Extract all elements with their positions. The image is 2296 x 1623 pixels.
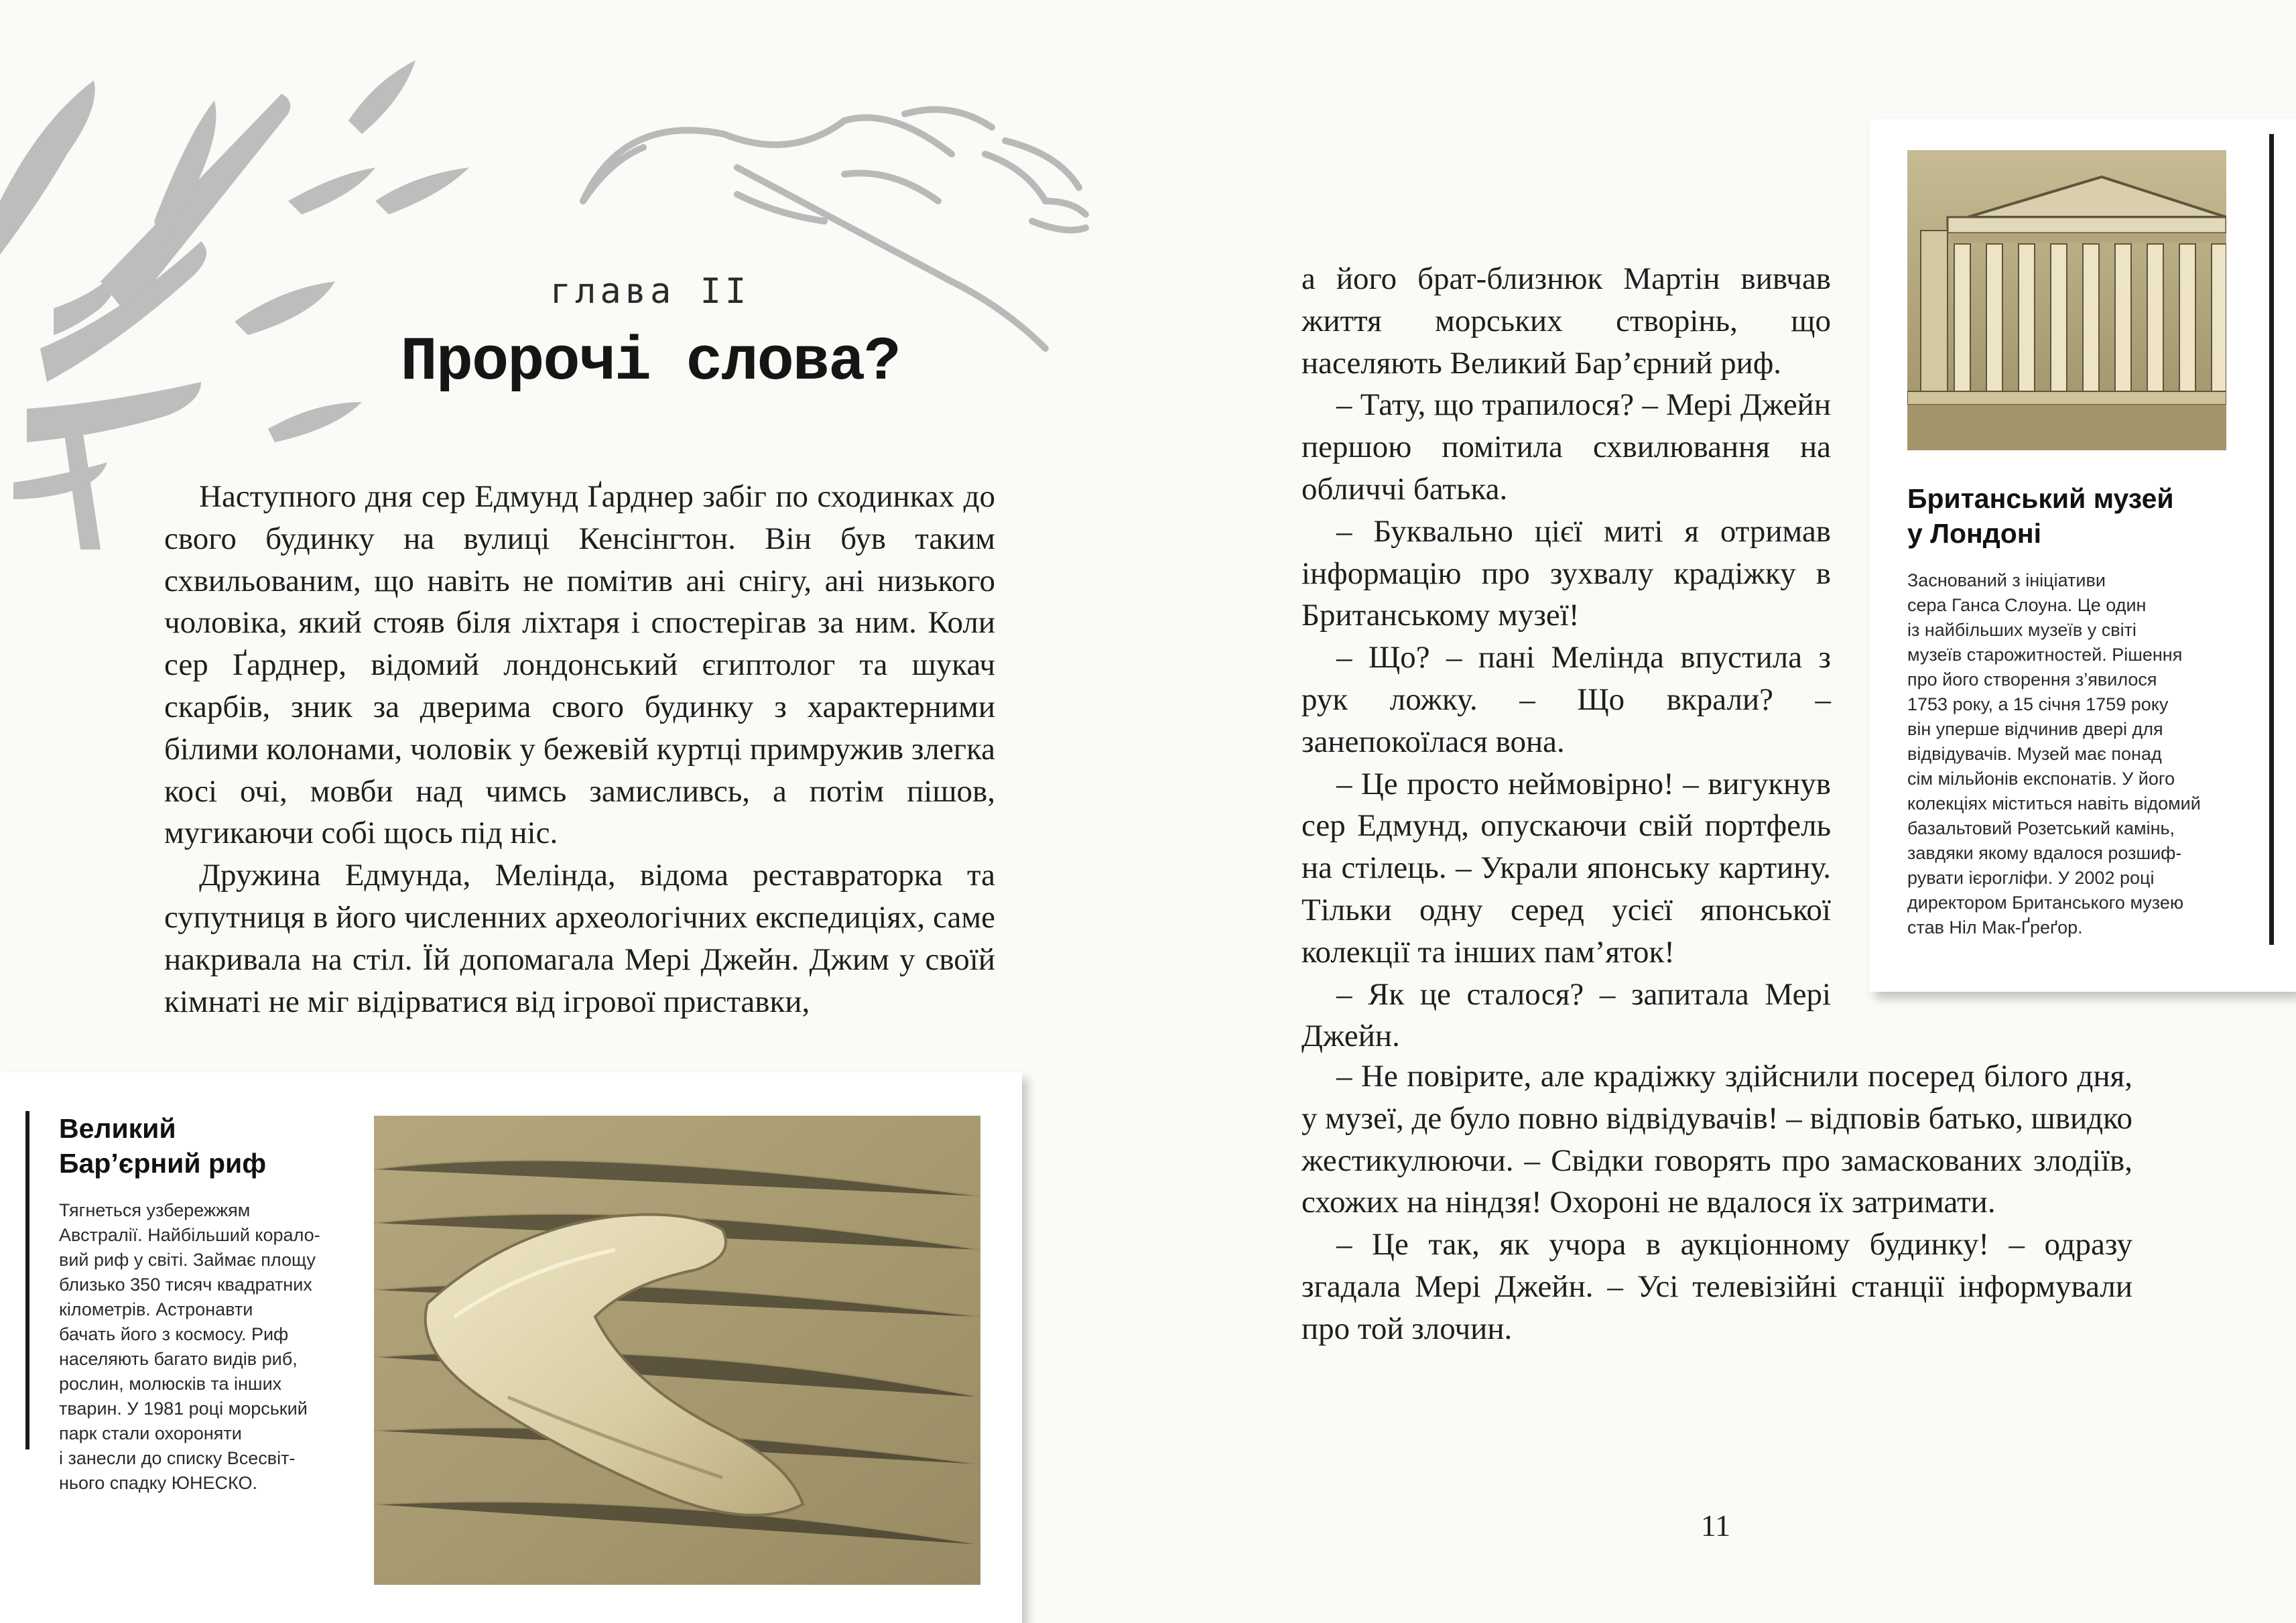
sidebar-text-line: парк стали охороняти: [59, 1423, 242, 1443]
sidebar-text-line: музеїв старожитностей. Рішення: [1907, 645, 2183, 665]
sidebar-text-line: сім мільйонів експонатів. У його: [1907, 769, 2175, 789]
right-text-column: [1301, 258, 1831, 1057]
sidebar-text-line: рослин, молюсків та інших: [59, 1374, 282, 1394]
british-museum-illustration: [1907, 150, 2226, 450]
reef-illustration: [374, 1116, 980, 1585]
sidebar-text-line: із найбільших музеїв у світі: [1907, 620, 2136, 640]
sidebar-text-line: Заснований з ініціативи: [1907, 570, 2106, 590]
sidebar-text-line: рувати ієрогліфи. У 2002 році: [1907, 868, 2155, 888]
sidebar-body: [1907, 568, 2283, 940]
sidebar-text-line: директором Британського музею: [1907, 893, 2184, 913]
sidebar-british-museum: [1870, 119, 2296, 992]
sidebar-title: у Лондоні: [1907, 518, 2041, 549]
sidebar-text-line: 1753 року, а 15 січня 1759 року: [1907, 694, 2169, 714]
left-text-column: [164, 476, 995, 1023]
sidebar-title: Великий: [59, 1113, 176, 1144]
sidebar-text-line: вий риф у світі. Займає площу: [59, 1250, 316, 1270]
paragraph: – Як це сталося? – запитала Мері Джейн.: [1301, 976, 1831, 1054]
sidebar-text-line: завдяки якому вдалося розшиф-: [1907, 843, 2182, 863]
sidebar-title: Бар’єрний риф: [59, 1148, 267, 1179]
sidebar-text-line: він уперше відчинив двері для: [1907, 719, 2163, 739]
paragraph: а його брат-близнюк Мартін вивчав життя морських створінь, що населяють Великий Бар’єрний риф.: [1301, 261, 1831, 381]
paragraph: Наступного дня сер Едмунд Ґарднер забіг по сходинках до свого будинку на вулиці Кенсінгтон. Він був таким схвильованим, що навіть не помітив ані снігу, ані низького чоловіка, який стояв біля ліхтаря і спостерігав за ним. Коли сер Ґарднер, відомий лондонський єгиптолог та шукач скарбів, зник за дверима свого будинку з характерними білими колонами, чоловік у бежевій куртці примружив злегка косі очі, мовби над чимсь замисливсь, а потім пішов, мугикаючи собі щось під ніс.: [164, 479, 995, 851]
sidebar-text-line: Тягнеться узбережжям: [59, 1200, 251, 1220]
sidebar-text-line: населяють багато видів риб,: [59, 1349, 298, 1369]
sidebar-text-line: колекціях міститься навіть відомий: [1907, 793, 2201, 814]
sidebar-great-barrier-reef: [0, 1072, 1022, 1623]
paragraph: – Це просто неймовірно! – вигукнув сер Едмунд, опускаючи свій портфель на стілець. – Украли японську картину. Тільки одну серед усієї японської колекції та інших пам’яток!: [1301, 766, 1831, 970]
paragraph: Дружина Едмунда, Мелінда, відома реставраторка та супутниця в його численних археологічних експедиціях, саме накривала на стіл. Їй допомагала Мері Джейн. Джим у своїй кімнаті не міг відірватися від ігрової приставки,: [164, 858, 995, 1019]
sidebar-text-line: базальтовий Розетський камінь,: [1907, 818, 2175, 838]
right-text-column-wide: [1301, 1055, 2132, 1350]
chapter-title: Пророчі слова?: [400, 327, 900, 397]
sidebar-text-line: і занесли до списку Всесвіт-: [59, 1448, 296, 1468]
paragraph: – Що? – пані Мелінда впустила з рук ложку. – Що вкрали? – занепокоїлася вона.: [1301, 640, 1831, 759]
sidebar-text-line: про його створення з’явилося: [1907, 669, 2157, 690]
sidebar-text-line: нього спадку ЮНЕСКО.: [59, 1473, 257, 1493]
paragraph: – Не повірите, але крадіжку здійснили посеред білого дня, у музеї, де було повно відвідувачів! – відповів батько, швидко жестикулюючи. – Свідки говорять про замаскованих злодіїв, схожих на ніндзя! Охороні не вдалося їх затримати.: [1301, 1059, 2132, 1220]
sidebar-title: Британський музей: [1907, 483, 2174, 514]
sidebar-body: [59, 1198, 347, 1496]
sidebar-text-line: відвідувачів. Музей має понад: [1907, 744, 2162, 764]
sidebar-text-line: кілометрів. Астронавти: [59, 1299, 253, 1319]
paragraph: – Буквально цієї миті я отримав інформацію про зухвалу крадіжку в Британському музеї!: [1301, 513, 1831, 633]
sidebar-text-line: став Ніл Мак-Ґреґор.: [1907, 917, 2083, 937]
sidebar-text-line: близько 350 тисяч квадратних: [59, 1275, 312, 1295]
accent-bar: [25, 1111, 29, 1449]
sidebar-text-line: бачать його з космосу. Риф: [59, 1324, 289, 1344]
sidebar-text-line: тварин. У 1981 році морський: [59, 1399, 308, 1419]
paragraph: – Тату, що трапилося? – Мері Джейн першою помітила схвилювання на обличчі батька.: [1301, 387, 1831, 507]
museum-accent-bar: [2269, 134, 2274, 945]
sidebar-text-line: сера Ганса Слоуна. Це один: [1907, 595, 2147, 615]
page-number: 11: [1700, 1508, 1731, 1543]
paragraph: – Це так, як учора в аукціонному будинку! – одразу згадала Мері Джейн. – Усі телевізійні станції інформували про той злочин.: [1301, 1227, 2132, 1346]
chapter-label: глава ІІ: [550, 271, 751, 312]
sidebar-text-line: Австралії. Найбільший корало-: [59, 1225, 320, 1245]
